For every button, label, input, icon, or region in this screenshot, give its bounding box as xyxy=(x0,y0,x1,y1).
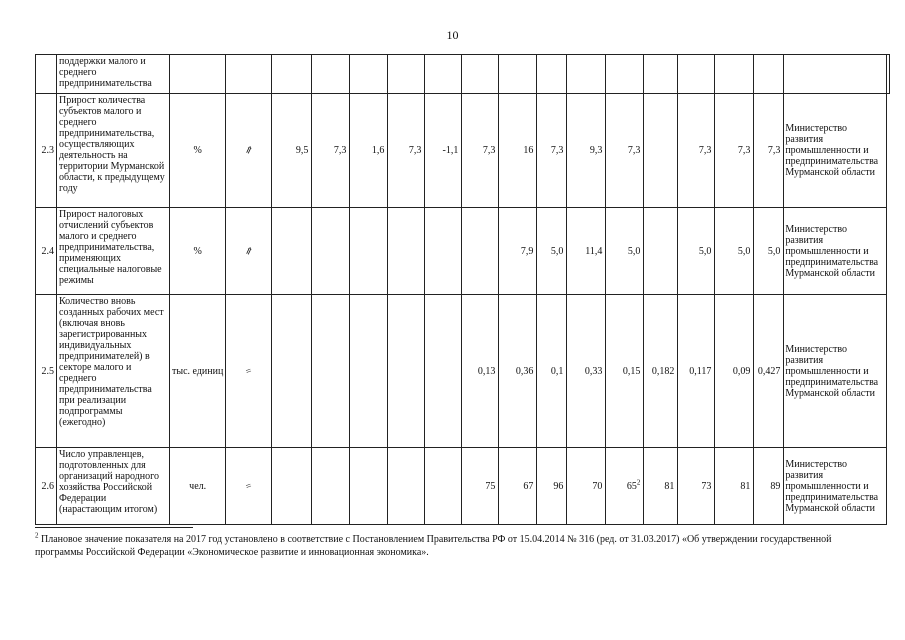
trend-arrow-icon: ⇗ xyxy=(242,143,255,158)
value-text: 5,0 xyxy=(627,245,641,257)
table-row xyxy=(36,208,890,295)
value-text: -1,1 xyxy=(442,145,459,156)
indicator-name: Прирост количества субъектов малого и среднего предпринимательства, осуществляющих деятельность на территории Мурманской области, к предыдущему году xyxy=(57,94,170,208)
value-cell xyxy=(499,94,537,208)
value-cell xyxy=(784,55,887,94)
value-cell xyxy=(462,295,499,448)
value-cell xyxy=(537,295,567,448)
unit-cell: % xyxy=(170,94,226,208)
value-cell xyxy=(499,295,537,448)
value-cell xyxy=(678,448,715,525)
value-cell xyxy=(462,448,499,525)
value-cell xyxy=(388,208,425,295)
value-cell xyxy=(754,55,784,94)
value-cell xyxy=(272,208,312,295)
row-index: 2.5 xyxy=(36,295,57,448)
value-cell xyxy=(567,208,606,295)
unit-cell: тыс. единиц xyxy=(170,295,226,448)
value-cell xyxy=(537,55,567,94)
value-text: 73 xyxy=(701,480,712,492)
value-text: 75 xyxy=(485,480,496,492)
responsible-cell xyxy=(887,55,890,94)
value-cell xyxy=(312,208,350,295)
value-text: 7,9 xyxy=(520,245,534,257)
table-row xyxy=(36,55,890,94)
value-cell xyxy=(606,448,644,525)
trend-arrow-icon: = xyxy=(244,364,254,378)
value-cell xyxy=(754,295,784,448)
value-cell xyxy=(350,94,388,208)
responsible-cell: Министерство развития промышленности и предпринимательства Мурманской области xyxy=(784,94,887,208)
value-cell xyxy=(715,55,754,94)
trend-cell xyxy=(226,295,272,448)
footnote-mark: 2 xyxy=(35,531,39,540)
indicator-name: Прирост налоговых отчислений субъектов малого и среднего предпринимательства, применяющих специальные налоговые режимы xyxy=(57,208,170,295)
footnote-separator xyxy=(35,527,193,528)
trend-cell xyxy=(226,208,272,295)
value-cell xyxy=(462,94,499,208)
value-cell xyxy=(678,94,715,208)
value-cell xyxy=(715,208,754,295)
value-text: 81 xyxy=(740,480,751,492)
footnote-ref: 2 xyxy=(636,478,641,487)
value-cell xyxy=(567,295,606,448)
value-text: 9,5 xyxy=(295,145,309,156)
value-cell xyxy=(644,55,678,94)
value-cell xyxy=(425,55,462,94)
value-cell xyxy=(499,448,537,525)
responsible-cell: Министерство развития промышленности и предпринимательства Мурманской области xyxy=(784,448,887,525)
footnote-text: Плановое значение показателя на 2017 год установлено в соответствие с Постановлением Правительства РФ от 15.04.2014 № 316 (ред. от 31.03.2017) «Об утверждении государственной программы Российской Федерации «Экономическое развитие и инновационная экономика». xyxy=(35,534,832,558)
value-cell xyxy=(644,295,678,448)
trend-arrow-icon: = xyxy=(244,479,254,493)
value-cell xyxy=(425,295,462,448)
value-cell xyxy=(644,448,678,525)
value-text: 11,4 xyxy=(585,245,603,257)
value-cell xyxy=(425,448,462,525)
value-cell xyxy=(425,208,462,295)
indicator-name: поддержки малого и среднего предпринимательства xyxy=(57,55,170,94)
value-cell xyxy=(272,55,312,94)
value-cell xyxy=(462,208,499,295)
value-text: 65 xyxy=(626,480,637,492)
value-cell xyxy=(715,295,754,448)
value-cell xyxy=(754,94,784,208)
responsible-cell: Министерство развития промышленности и предпринимательства Мурманской области xyxy=(784,208,887,295)
value-cell xyxy=(567,448,606,525)
value-cell xyxy=(499,55,537,94)
value-text: 5,0 xyxy=(737,245,751,257)
value-text: 7,3 xyxy=(627,145,641,156)
responsible-cell: Министерство развития промышленности и предпринимательства Мурманской области xyxy=(784,295,887,448)
value-cell xyxy=(425,94,462,208)
value-cell xyxy=(644,208,678,295)
value-cell xyxy=(678,55,715,94)
footnote xyxy=(35,533,835,559)
value-cell xyxy=(537,448,567,525)
value-cell xyxy=(388,448,425,525)
value-cell xyxy=(272,94,312,208)
value-cell xyxy=(350,448,388,525)
value-cell xyxy=(388,94,425,208)
value-text: 16 xyxy=(523,145,534,156)
trend-cell xyxy=(226,448,272,525)
value-cell xyxy=(606,94,644,208)
value-text: 7,3 xyxy=(550,145,564,156)
value-cell xyxy=(754,208,784,295)
unit-cell: % xyxy=(170,208,226,295)
value-cell xyxy=(312,295,350,448)
unit-cell xyxy=(170,55,226,94)
value-cell xyxy=(312,55,350,94)
value-text: 0,117 xyxy=(689,365,712,377)
value-cell xyxy=(644,94,678,208)
value-text: 81 xyxy=(664,480,675,492)
value-text: 96 xyxy=(553,480,564,492)
value-text: 0,33 xyxy=(584,365,603,377)
value-cell xyxy=(312,448,350,525)
value-text: 7,3 xyxy=(482,145,496,156)
value-text: 0,1 xyxy=(550,365,564,377)
value-text: 5,0 xyxy=(550,245,564,257)
value-cell xyxy=(715,448,754,525)
trend-arrow-icon: ⇗ xyxy=(242,244,255,258)
value-cell xyxy=(754,448,784,525)
value-text: 0,09 xyxy=(732,365,751,377)
value-text: 70 xyxy=(592,480,603,492)
table-row xyxy=(36,94,890,208)
value-text: 5,0 xyxy=(698,245,712,257)
table-row xyxy=(36,448,890,525)
indicator-name: Число управленцев, подготовленных для организаций народного хозяйства Российской Федерации (нарастающим итогом) xyxy=(57,448,170,525)
indicators-table xyxy=(35,54,890,525)
row-index: 2.6 xyxy=(36,448,57,525)
value-text: 0,13 xyxy=(477,365,496,377)
value-text: 7,3 xyxy=(698,145,712,156)
table-row xyxy=(36,295,890,448)
indicator-name: Количество вновь созданных рабочих мест (включая вновь зарегистрированных индивидуальных предпринимателей) в секторе малого и среднего предпринимательства при реализации подпрограммы (ежегодно) xyxy=(57,295,170,448)
value-cell xyxy=(606,208,644,295)
value-cell xyxy=(462,55,499,94)
value-cell xyxy=(606,55,644,94)
value-cell xyxy=(537,94,567,208)
value-cell xyxy=(350,208,388,295)
value-text: 7,3 xyxy=(767,145,781,156)
value-text: 7,3 xyxy=(408,145,422,156)
value-text: 7,3 xyxy=(737,145,751,156)
row-index: 2.4 xyxy=(36,208,57,295)
value-cell xyxy=(678,295,715,448)
value-text: 67 xyxy=(523,480,534,492)
value-cell xyxy=(388,55,425,94)
value-text: 5,0 xyxy=(767,245,781,257)
value-cell xyxy=(272,448,312,525)
unit-cell: чел. xyxy=(170,448,226,525)
value-text: 0,182 xyxy=(651,365,675,377)
value-text: 0,36 xyxy=(515,365,534,377)
value-cell xyxy=(312,94,350,208)
trend-cell xyxy=(226,55,272,94)
value-cell xyxy=(350,55,388,94)
value-text: 1,6 xyxy=(371,145,385,156)
value-text: 7,3 xyxy=(333,145,347,156)
value-text: 89 xyxy=(770,480,781,492)
value-cell xyxy=(499,208,537,295)
value-cell xyxy=(678,208,715,295)
value-cell xyxy=(388,295,425,448)
value-cell xyxy=(272,295,312,448)
value-cell xyxy=(606,295,644,448)
value-cell xyxy=(350,295,388,448)
row-index xyxy=(36,55,57,94)
value-cell xyxy=(567,55,606,94)
value-cell xyxy=(715,94,754,208)
trend-cell xyxy=(226,94,272,208)
value-text: 9,3 xyxy=(589,145,603,156)
page-number: 10 xyxy=(446,28,459,42)
value-cell xyxy=(537,208,567,295)
value-text: 0,15 xyxy=(622,365,641,377)
value-cell xyxy=(567,94,606,208)
value-text: 0,427 xyxy=(757,365,781,377)
row-index: 2.3 xyxy=(36,94,57,208)
